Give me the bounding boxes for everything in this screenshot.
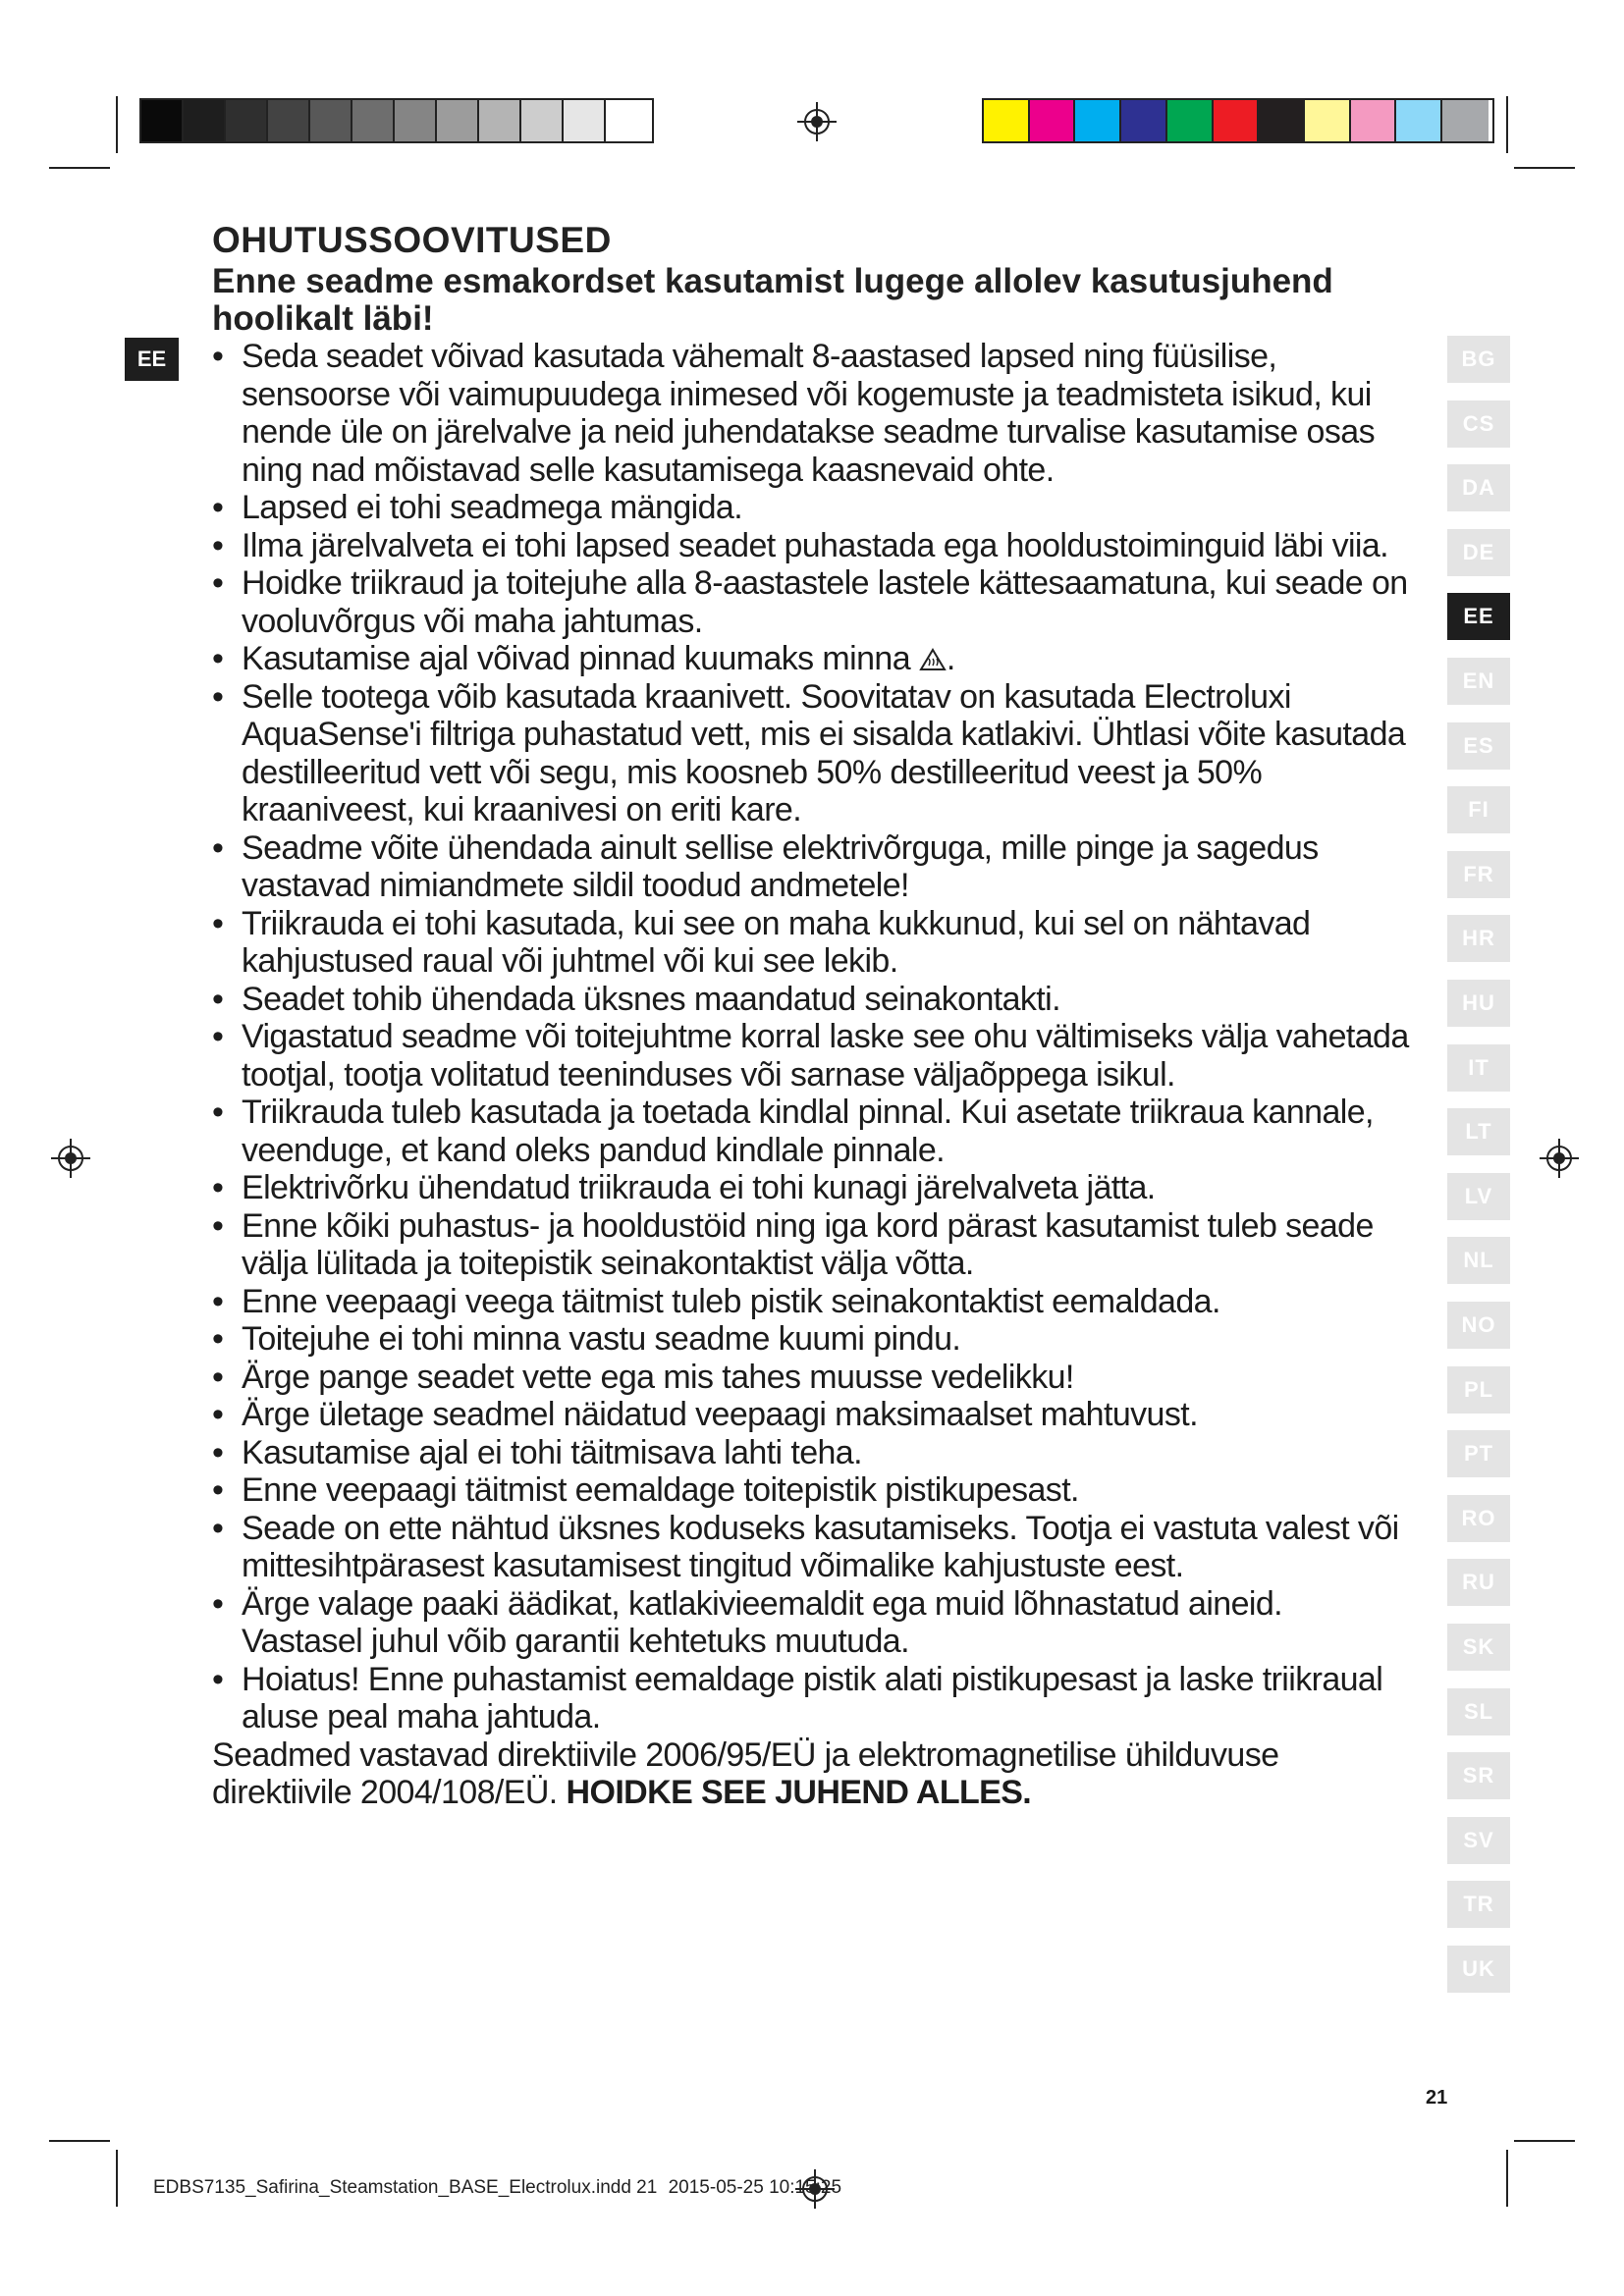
safety-item-text: Seadet tohib ühendada üksnes maandatud seinakontakti. [242,980,1060,1018]
language-tab-bg: BG [1447,336,1510,383]
bullet-icon: • [212,677,224,716]
color-swatch [141,100,184,141]
registration-mark-icon [51,1139,90,1178]
color-swatch [564,100,606,141]
language-tab-da: DA [1447,464,1510,511]
language-tab-nl: NL [1447,1237,1510,1284]
bullet-icon: • [212,1396,224,1433]
safety-list [212,338,1410,1736]
safety-content [212,218,1410,1812]
safety-item-text: Seadme võite ühendada ainult sellise elektrivõrguga, mille pinge ja sagedus vastavad nimiandmete sildil toodud andmetele! [242,828,1319,904]
safety-item-text: Kasutamise ajal ei tohi täitmisava lahti teha. [242,1433,862,1471]
crop-mark [1506,96,1508,153]
safety-item [212,1396,1410,1434]
safety-item [212,1320,1410,1359]
color-swatch [352,100,395,141]
safety-item-text: Triikrauda tuleb kasutada ja toetada kindlal pinnal. Kui asetate triikraua kannale, veenduge, et kand oleks pandud kindlale pinnale. [242,1094,1374,1169]
language-tab-cs: CS [1447,400,1510,448]
safety-item-text: Ärge valage paaki äädikat, katlakivieemaldit ega muid lõhnastatud aineid. Vastasel juhul võib garantii kehtetuks muutuda. [242,1584,1283,1660]
bullet-icon: • [212,1433,224,1471]
bullet-icon: • [212,1282,224,1320]
closing-bold: HOIDKE SEE JUHEND ALLES. [566,1774,1032,1811]
bullet-icon: • [212,980,224,1018]
language-tab-ro: RO [1447,1495,1510,1542]
crop-mark [49,167,110,169]
safety-item-text: Ärge ületage seadmel näidatud veepaagi maksimaalset mahtuvust. [242,1396,1198,1433]
safety-item-text: Enne kõiki puhastus- ja hooldustöid ning iga kord pärast kasutamist tuleb seade välja lülitada ja toitepistik seinakontaktist välja võtta. [242,1206,1374,1282]
safety-item-text: Ilma järelvalveta ei tohi lapsed seadet puhastada ega hooldustoiminguid läbi viia. [242,526,1389,564]
language-tab-sk: SK [1447,1624,1510,1671]
safety-item [212,1169,1410,1207]
color-swatch [1396,100,1442,141]
crop-mark [49,2140,110,2142]
footer-file-name: EDBS7135_Safirina_Steamstation_BASE_Electrolux.indd 21 [153,2177,658,2198]
bullet-icon: • [212,1018,224,1055]
crop-mark [116,2150,118,2207]
color-swatch [268,100,310,141]
safety-item [212,905,1410,981]
crop-mark [1506,2150,1508,2207]
safety-item-text: Enne veepaagi täitmist eemaldage toitepistik pistikupesast. [242,1471,1079,1509]
language-tab-hr: HR [1447,915,1510,962]
language-tab-fr: FR [1447,851,1510,898]
registration-mark-icon [1540,1139,1579,1178]
bullet-icon: • [212,1094,224,1131]
color-swatch [1305,100,1351,141]
bullet-icon: • [212,1471,224,1509]
registration-mark-icon [797,102,837,141]
safety-item [212,1585,1410,1661]
crop-mark [1514,2140,1575,2142]
color-swatch [479,100,521,141]
safety-item-text: Elektrivõrku ühendatud triikrauda ei tohi kunagi järelvalveta jätta. [242,1169,1156,1206]
closing-paragraph [212,1736,1410,1812]
safety-item [212,1283,1410,1321]
bullet-icon: • [212,1358,224,1396]
safety-item [212,640,1410,678]
safety-item-text: Kasutamise ajal võivad pinnad kuumaks minna [242,640,911,677]
color-swatch [1167,100,1214,141]
bullet-icon: • [212,1320,224,1358]
safety-item-text: Enne veepaagi veega täitmist tuleb pistik seinakontaktist eemaldada. [242,1282,1220,1320]
grayscale-color-bar [139,98,654,143]
language-tab-lv: LV [1447,1173,1510,1220]
language-tab-de: DE [1447,529,1510,576]
lead-instruction: Enne seadme esmakordset kasutamist lugege allolev kasutusjuhend hoolikalt läbi! [212,262,1333,338]
language-tab-sv: SV [1447,1817,1510,1864]
bullet-icon: • [212,640,224,677]
safety-item-text: Seda seadet võivad kasutada vähemalt 8-aastased lapsed ning füüsilise, sensoorse või vaimupuudega inimesed või kogemuste ja teadmisteta isikud, kui nende üle on järelvalve ja neid juhendatakse seadme turvalise kasutamise osas ning nad mõistavad selle kasutamisega kaasnevaid ohte. [242,338,1375,489]
color-swatch [226,100,268,141]
safety-item-text: Toitejuhe ei tohi minna vastu seadme kuumi pindu. [242,1320,961,1358]
hot-surface-suffix: . [946,640,955,677]
color-swatch [395,100,437,141]
color-swatch [1442,100,1489,141]
color-swatch [1030,100,1076,141]
language-tab-uk: UK [1447,1946,1510,1993]
safety-item [212,1434,1410,1472]
color-swatch [310,100,352,141]
closing-text: Seadmed vastavad direktiivile 2006/95/EÜ ja elektromagnetilise ühilduvuse direktiivile 2004/108/EÜ. [212,1735,1279,1811]
safety-item [212,1661,1410,1736]
bullet-icon: • [212,828,224,867]
safety-item [212,1018,1410,1094]
section-title: OHUTUSSOOVITUSED [212,220,612,260]
language-tab-ru: RU [1447,1559,1510,1606]
safety-item-text: Ärge pange seadet vette ega mis tahes muusse vedelikku! [242,1358,1074,1396]
safety-item-text: Seade on ette nähtud üksnes koduseks kasutamiseks. Tootja ei vastuta valest või mittesihtpärasest kasutamisest tingitud võimalike kahjustuste eest. [242,1509,1399,1584]
bullet-icon: • [212,489,224,526]
left-language-tab: EE [125,338,179,381]
safety-item [212,564,1410,640]
footer-timestamp: 2015-05-25 10:15:25 [668,2177,842,2198]
language-tab-ee: EE [1447,593,1510,640]
safety-item [212,527,1410,565]
bullet-icon: • [212,338,224,375]
color-swatch [1075,100,1121,141]
color-swatch [606,100,648,141]
bullet-icon: • [212,564,224,602]
color-swatch [1351,100,1397,141]
color-swatch [1214,100,1260,141]
crop-mark [116,96,118,153]
footer-slug [153,2177,841,2199]
safety-item [212,678,1410,829]
bullet-icon: • [212,1509,224,1547]
language-tab-tr: TR [1447,1881,1510,1928]
page-number: 21 [1426,2087,1448,2109]
bullet-icon: • [212,1584,224,1623]
bullet-icon: • [212,904,224,942]
bullet-icon: • [212,1206,224,1245]
safety-item-text: Selle tootega võib kasutada kraanivett. Soovitatav on kasutada Electroluxi AquaSense'i filtriga puhastatud vett, mis ei sisalda katlakivi. Ühtlasi võite kasutada destilleeritud vett või segu, mis koosneb 50% destilleeritud veest ja 50% kraaniveest, kui kraanivesi on eriti kare. [242,677,1406,828]
safety-item-text: Triikrauda ei tohi kasutada, kui see on maha kukkunud, kui sel on nähtavad kahjustused raual või juhtmel või kui see lekib. [242,904,1311,980]
color-swatch [437,100,479,141]
safety-item [212,829,1410,905]
language-tab-pl: PL [1447,1366,1510,1414]
bullet-icon: • [212,526,224,564]
safety-item [212,981,1410,1019]
language-tab-es: ES [1447,722,1510,770]
language-tab-pt: PT [1447,1430,1510,1477]
hot-surface-warning-icon [919,648,947,671]
language-tab-en: EN [1447,658,1510,705]
color-swatch [1121,100,1167,141]
safety-item-text: Hoidke triikraud ja toitejuhe alla 8-aastastele lastele kättesaamatuna, kui seade on vooluvõrgus või maha jahtumas. [242,564,1408,640]
color-swatch [184,100,226,141]
language-tab-hu: HU [1447,980,1510,1027]
language-tab-sr: SR [1447,1752,1510,1799]
bullet-icon: • [212,1169,224,1206]
crop-mark [1514,167,1575,169]
safety-item [212,489,1410,527]
safety-item [212,1510,1410,1585]
bullet-icon: • [212,1660,224,1698]
safety-item [212,1207,1410,1283]
safety-item-text: Lapsed ei tohi seadmega mängida. [242,489,743,526]
safety-item [212,1359,1410,1397]
safety-item [212,1471,1410,1510]
process-color-bar [982,98,1494,143]
color-swatch [1259,100,1305,141]
color-swatch [984,100,1030,141]
language-tab-it: IT [1447,1044,1510,1092]
color-swatch [521,100,564,141]
language-tab-sl: SL [1447,1688,1510,1735]
language-tab-no: NO [1447,1302,1510,1349]
safety-item-text: Hoiatus! Enne puhastamist eemaldage pistik alati pistikupesast ja laske triikraual aluse peal maha jahtuda. [242,1660,1383,1735]
language-tab-lt: LT [1447,1108,1510,1155]
language-tab-fi: FI [1447,786,1510,833]
safety-item [212,338,1410,489]
safety-item-text: Vigastatud seadme või toitejuhtme korral laske see ohu vältimiseks välja vahetada tootjal, tootja volitatud teeninduses või sarnase väljaõppega isikul. [242,1018,1409,1094]
safety-item [212,1094,1410,1169]
